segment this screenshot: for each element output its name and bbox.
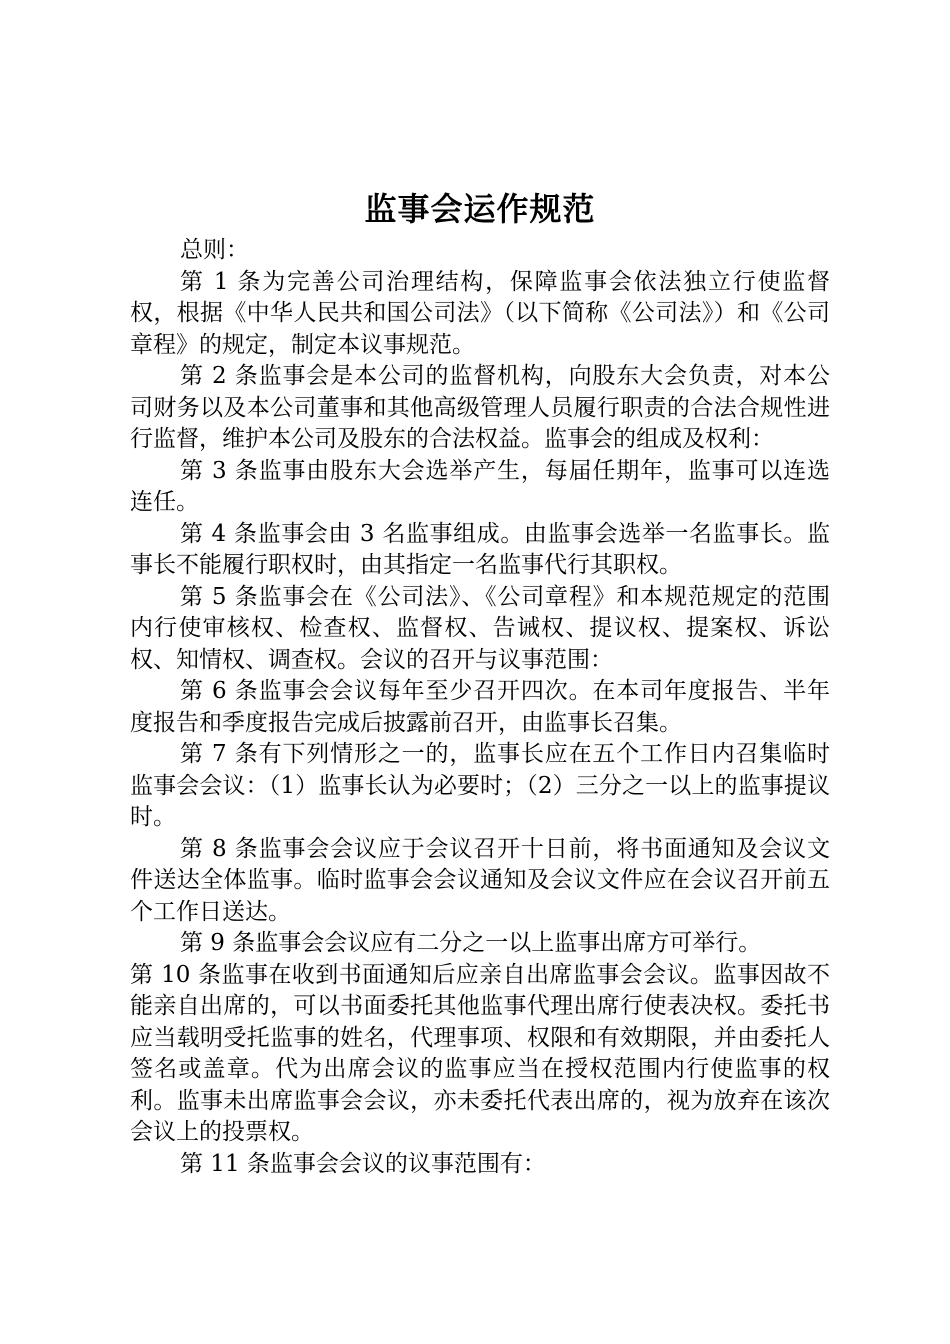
article-5: 第 5 条监事会在《公司法》、《公司章程》和本规范规定的范围内行使审核权、检查权、监督权、告诫权、提议权、提案权、诉讼权、知情权、调查权。会议的召开与议事范围： xyxy=(130,583,830,673)
article-3: 第 3 条监事由股东大会选举产生，每届任期年，监事可以连选连任。 xyxy=(130,457,830,515)
article-4: 第 4 条监事会由 3 名监事组成。由监事会选举一名监事长。监事长不能履行职权时，由其指定一名监事代行其职权。 xyxy=(130,520,830,578)
article-11: 第 11 条监事会会议的议事范围有： xyxy=(180,1150,546,1177)
article-7: 第 7 条有下列情形之一的，监事长应在五个工作日内召集临时监事会会议：（1）监事长认为必要时；（2）三分之一以上的监事提议时。 xyxy=(130,741,830,830)
section-heading-general: 总则： xyxy=(180,237,249,263)
document-page xyxy=(130,185,830,1180)
article-10: 第 10 条监事在收到书面通知后应亲自出席监事会会议。监事因故不能亲自出席的，可以书面委托其他监事代理出席行使表决权。委托书应当载明受托监事的姓名，代理事项、权限和有效期限，并由委托人签名或盖章。代为出席会议的监事应当在授权范围内行使监事的权利。监事未出席监事会会议，亦未委托代表出席的，视为放弃在该次会议上的投票权。 xyxy=(130,961,830,1145)
article-8: 第 8 条监事会会议应于会议召开十日前，将书面通知及会议文件送达全体监事。临时监事会会议通知及会议文件应在会议召开前五个工作日送达。 xyxy=(130,835,830,925)
article-6: 第 6 条监事会会议每年至少召开四次。在本司年度报告、半年度报告和季度报告完成后披露前召开，由监事长召集。 xyxy=(130,678,830,736)
article-2: 第 2 条监事会是本公司的监督机构，向股东大会负责，对本公司财务以及本公司董事和其他高级管理人员履行职责的合法合规性进行监督，维护本公司及股东的合法权益。监事会的组成及权利： xyxy=(130,363,830,452)
document-title: 监事会运作规范 xyxy=(364,190,596,228)
article-9: 第 9 条监事会会议应有二分之一以上监事出席方可举行。 xyxy=(180,930,762,956)
article-1: 第 1 条为完善公司治理结构，保障监事会依法独立行使监督权，根据《中华人民共和国公司法》（以下简称《公司法》）和《公司章程》的规定，制定本议事规范。 xyxy=(130,268,830,358)
